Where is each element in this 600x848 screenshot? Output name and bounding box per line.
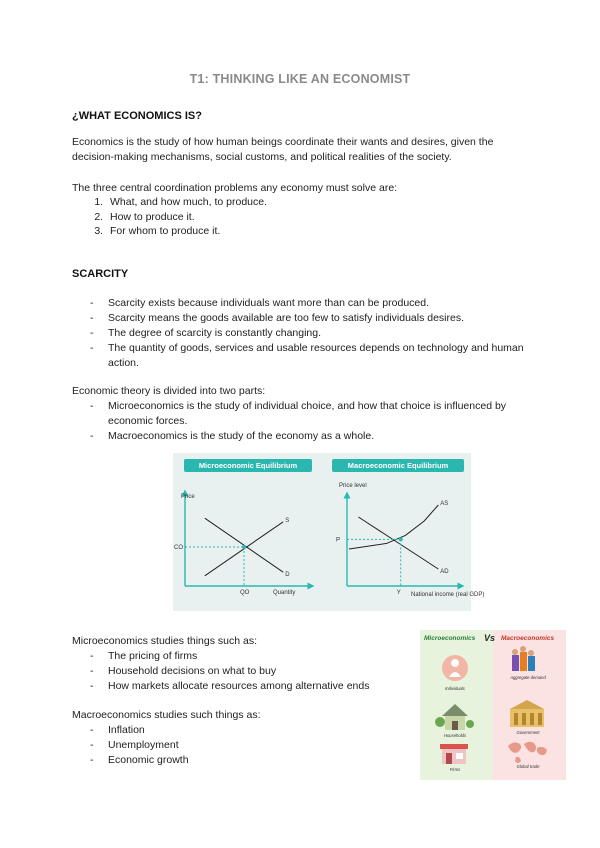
coordination-intro: The three central coordination problems any economy must solve are: [72, 182, 398, 194]
global-trade-label: Global trade [516, 764, 540, 769]
government-building-icon [510, 700, 544, 727]
list-item: - The quantity of goods, services and usable resources depends on technology and human action. [72, 341, 530, 371]
micro-studies-list [72, 649, 412, 694]
series-label-s: S [285, 517, 290, 524]
section-heading-scarcity: SCARCITY [72, 268, 129, 280]
series-label-as: AS [440, 501, 449, 507]
equilibrium-charts-svg [173, 453, 485, 611]
series-label-d: D [285, 572, 290, 579]
series-label-ad: AD [440, 569, 449, 575]
list-item: - Scarcity means the goods available are too few to satisfy individuals desires. [72, 311, 530, 326]
section-heading-what-economics: ¿WHAT ECONOMICS IS? [72, 110, 202, 122]
micro-studies-intro: Microeconomics studies things such as: [72, 635, 257, 647]
government-label: Government [516, 730, 540, 735]
list-item: - Microeconomics is the study of individual choice, and how that choice is influenced by economic forces. [72, 399, 530, 429]
micro-chart-title: Microeconomic Equilibrium [184, 459, 312, 472]
shop-icon [440, 744, 468, 764]
macro-title: Macroeconomics [501, 635, 555, 642]
page-title: T1: THINKING LIKE AN ECONOMIST [189, 72, 411, 86]
micro-title: Microeconomics [424, 635, 476, 642]
macro-studies-intro: Macroeconomics studies such things as: [72, 709, 261, 721]
list-item: - How markets allocate resources among alternative ends [72, 679, 412, 694]
aggregate-demand-label: Aggregate demand [510, 675, 546, 680]
scarcity-bullets [72, 296, 530, 371]
firms-label: Firms [449, 767, 461, 772]
person-icon [442, 655, 468, 681]
list-item: - Scarcity exists because individuals want more than can be produced. [72, 296, 530, 311]
house-icon [435, 704, 474, 730]
list-item: - Economic growth [72, 753, 412, 768]
economics-definition: Economics is the study of how human beings coordinate their wants and desires, given the decision-making mechanisms, social customs, and political realities of the society. [72, 136, 494, 163]
equilibrium-charts-figure [173, 453, 485, 611]
theory-parts-list [72, 399, 530, 444]
list-item: - Macroeconomics is the study of the economy as a whole. [72, 429, 530, 444]
vs-label: Vs [484, 633, 496, 643]
crowd-icon [512, 646, 535, 671]
series-line-as [349, 505, 438, 549]
micro-x-label: Quantity [273, 590, 296, 596]
households-label: Households [443, 733, 467, 738]
equilibrium-point [399, 537, 403, 541]
list-item: - Household decisions on what to buy [72, 664, 412, 679]
equilibrium-y-tick-label: CO [174, 545, 183, 551]
equilibrium-y-tick-label: P [336, 537, 341, 544]
equilibrium-x-tick-label: Y [396, 590, 401, 596]
macro-studies-list [72, 723, 412, 768]
list-item: - The pricing of firms [72, 649, 412, 664]
individuals-label: Individuals [445, 686, 465, 691]
list-item: - The degree of scarcity is constantly changing. [72, 326, 530, 341]
micro-vs-macro-illustration [420, 630, 566, 780]
equilibrium-x-tick-label: QO [240, 590, 250, 596]
macro-chart-title: Macroeconomic Equilibrium [332, 459, 464, 472]
series-line-ad [358, 517, 438, 569]
list-item: 2. How to produce it. [106, 210, 267, 225]
list-item: 3. For whom to produce it. [106, 224, 267, 239]
macro-x-label: National income (real GDP) [411, 592, 485, 598]
coordination-problems-list [72, 195, 267, 239]
list-item: 1. What, and how much, to produce. [106, 195, 267, 210]
theory-intro: Economic theory is divided into two parts: [72, 385, 266, 397]
list-item: - Inflation [72, 723, 412, 738]
macro-y-label: Price level [339, 483, 367, 489]
micro-y-label: Price [181, 494, 195, 500]
equilibrium-point [242, 545, 246, 549]
illustration-icons [420, 630, 566, 780]
world-map-icon [508, 742, 547, 763]
list-item: - Unemployment [72, 738, 412, 753]
